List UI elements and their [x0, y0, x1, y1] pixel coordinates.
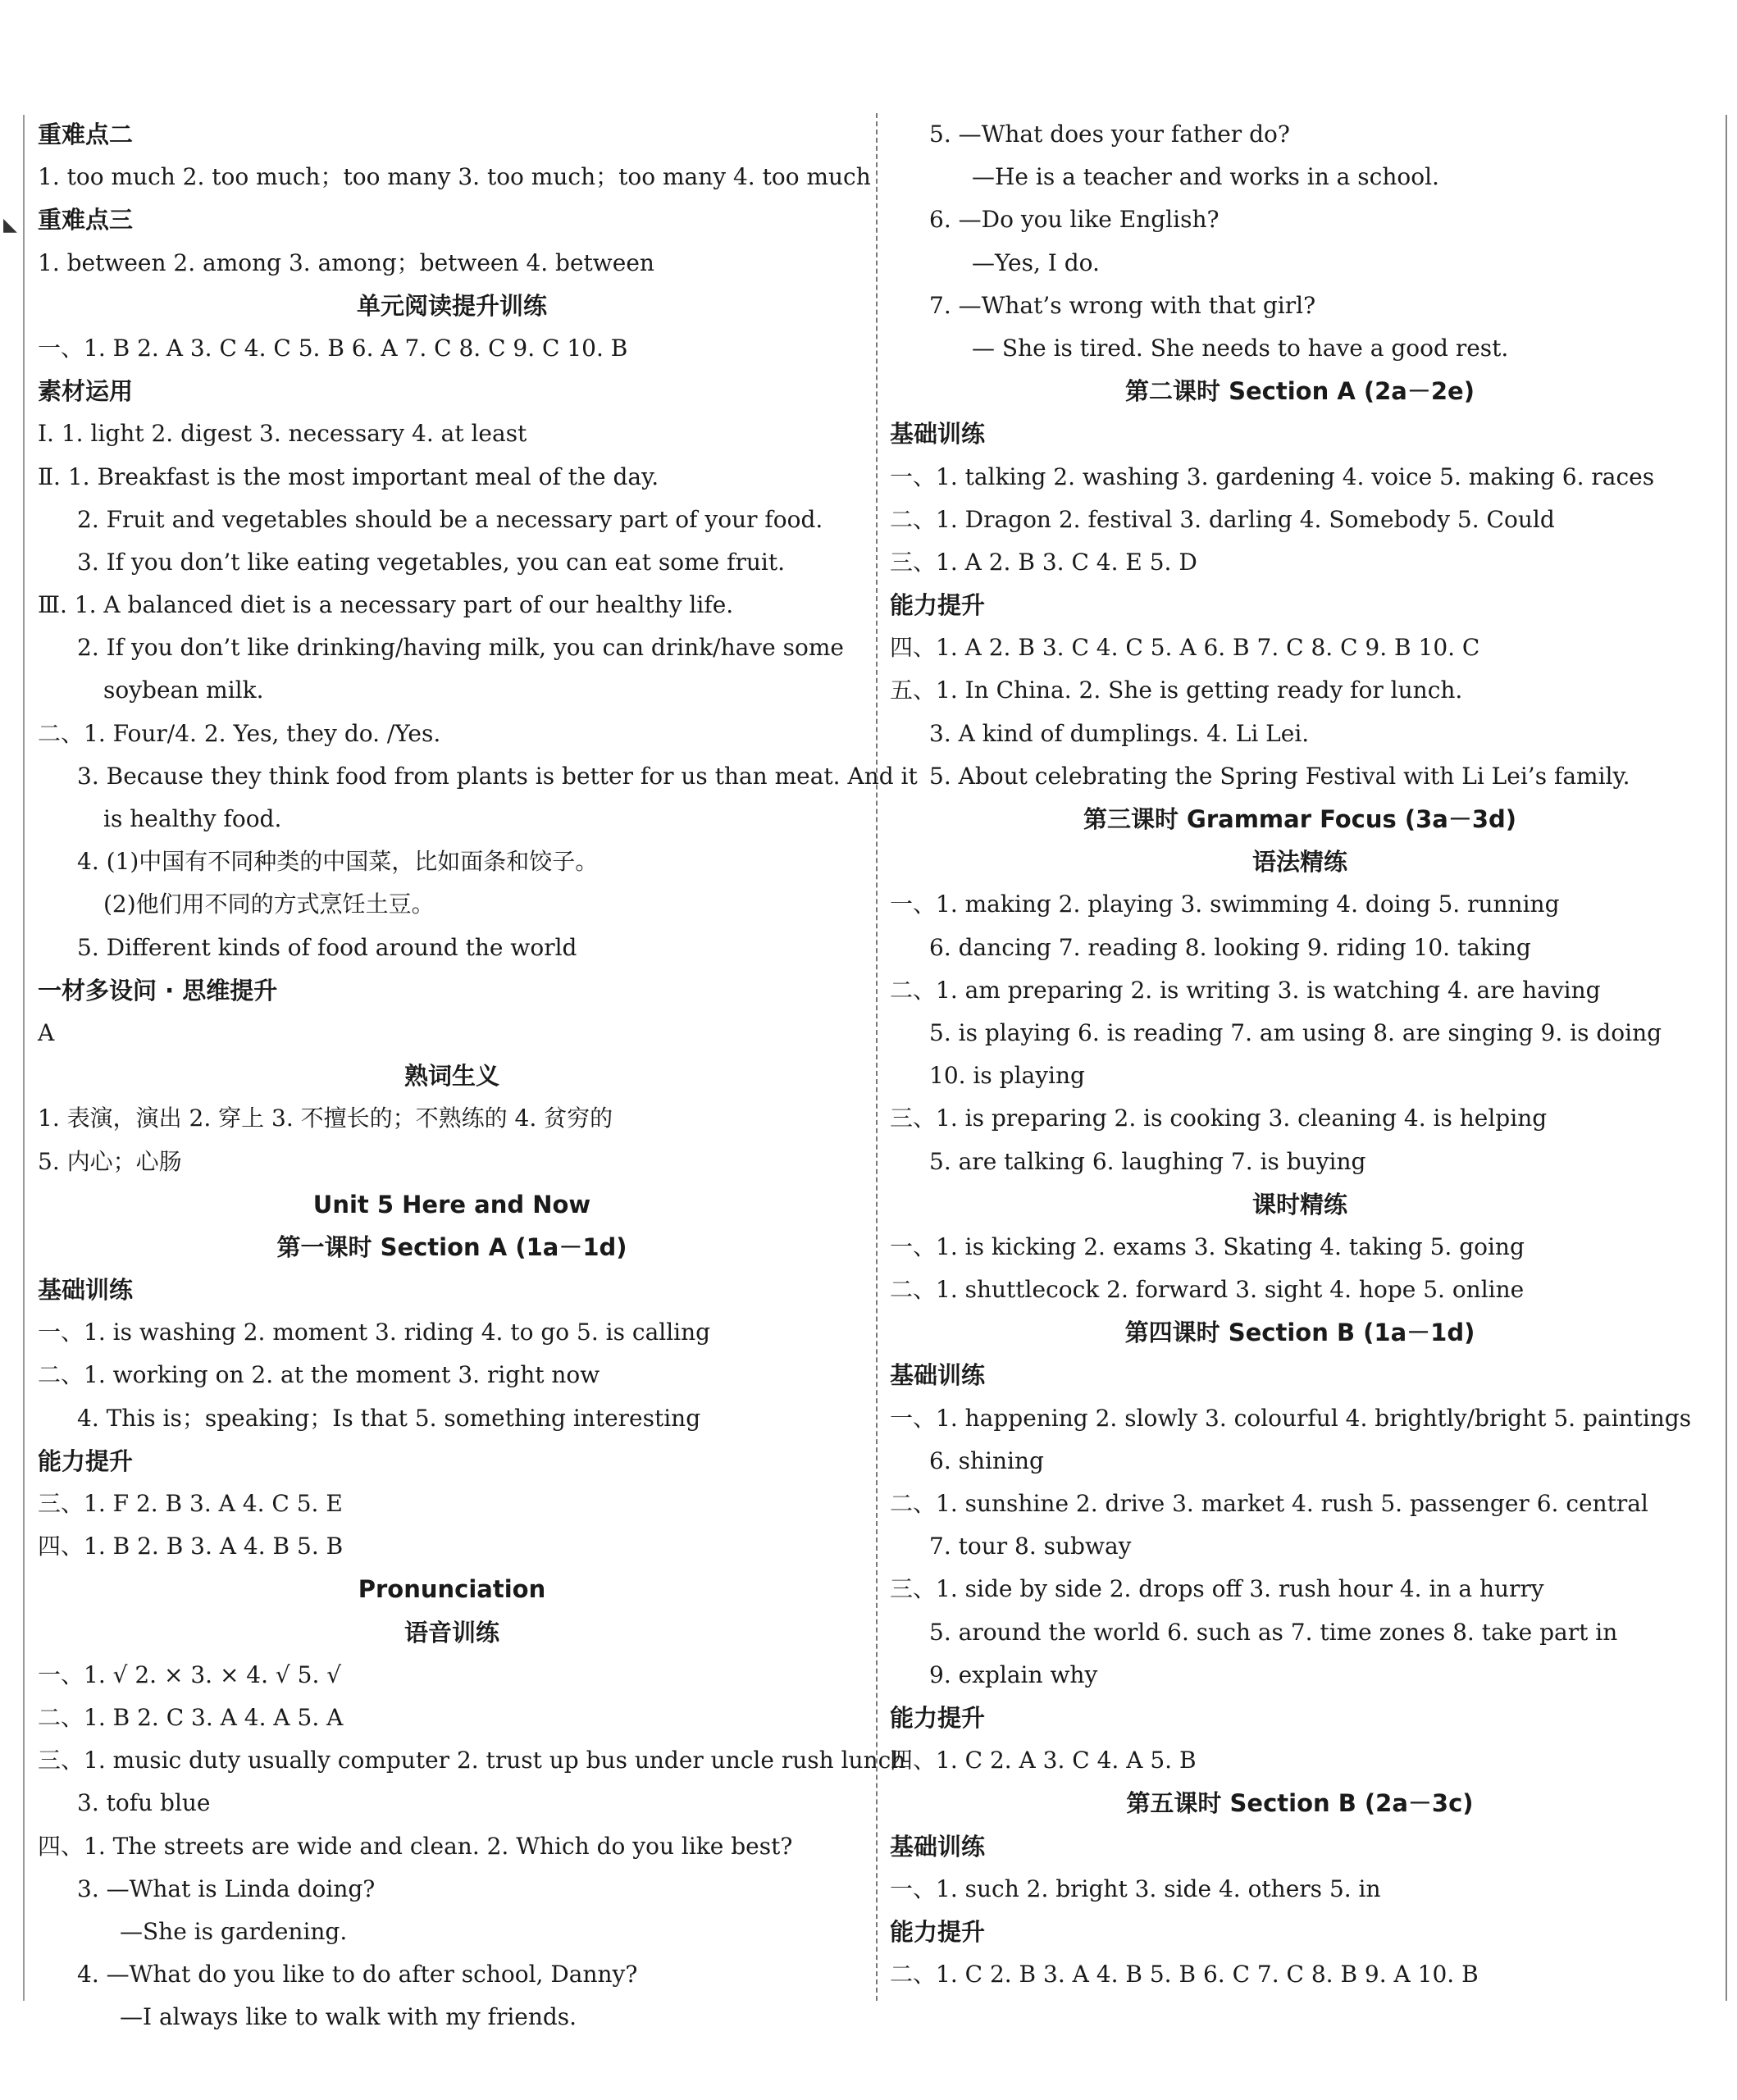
continuation-line: soybean milk.: [103, 676, 264, 704]
answer-line: 5. Different kinds of food around the world: [77, 933, 577, 961]
answer-line: 5. are talking 6. laughing 7. is buying: [929, 1147, 1366, 1175]
answer-line: Ⅲ. 1. A balanced diet is a necessary part of our healthy life.: [38, 591, 734, 619]
centered-heading: 第一课时 Section A (1a－1d): [276, 1232, 627, 1261]
answer-line: Ⅱ. 1. Breakfast is the most important meal of the day.: [38, 462, 659, 490]
answer-line: 10. is playing: [929, 1062, 1085, 1090]
answer-line: 四、1. The streets are wide and clean. 2. Which do you like best?: [38, 1832, 793, 1860]
answer-line: A: [38, 1018, 55, 1046]
section-heading: 能力提升: [890, 1703, 986, 1732]
answer-line: 4. This is；speaking；Is that 5. something interesting: [77, 1404, 701, 1432]
centered-heading: 语音训练: [403, 1618, 499, 1647]
answer-line: 四、1. C 2. A 3. C 4. A 5. B: [890, 1747, 1197, 1774]
centered-heading: Unit 5 Here and Now: [312, 1190, 591, 1219]
answer-line: 一、1. making 2. playing 3. swimming 4. doing 5. running: [890, 891, 1560, 918]
answer-line: 3. A kind of dumplings. 4. Li Lei.: [929, 719, 1310, 747]
centered-heading: Pronunciation: [358, 1575, 546, 1604]
centered-heading: 第五课时 Section B (2a－3c): [1126, 1789, 1474, 1818]
right-page-edge: [1726, 115, 1727, 2001]
column-divider: [876, 113, 878, 2001]
section-heading: 基础训练: [890, 420, 986, 449]
answer-line: 5. About celebrating the Spring Festival with Li Lei’s family.: [929, 762, 1630, 790]
answer-line: 5. is playing 6. is reading 7. am using 8. are singing 9. is doing: [929, 1018, 1662, 1046]
answer-line: 三、1. A 2. B 3. C 4. E 5. D: [890, 548, 1197, 576]
answer-line: 二、1. am preparing 2. is writing 3. is watching 4. are having: [890, 976, 1601, 1004]
section-heading: 能力提升: [890, 1917, 986, 1946]
centered-heading: 第三课时 Grammar Focus (3a－3d): [1083, 805, 1517, 833]
left-column: [38, 113, 918, 2039]
answer-line: 7. tour 8. subway: [929, 1533, 1132, 1560]
section-heading: 能力提升: [38, 1446, 134, 1475]
answer-line: 9. explain why: [929, 1660, 1098, 1688]
centered-heading: 课时精练: [1251, 1190, 1347, 1219]
section-heading: 一材多设问 · 思维提升: [38, 976, 278, 1004]
answer-line: 二、1. Dragon 2. festival 3. darling 4. Somebody 5. Could: [890, 505, 1555, 533]
answer-line: 3. Because they think food from plants is better for us than meat. And it: [77, 762, 918, 790]
answer-line: 五、1. In China. 2. She is getting ready for lunch.: [890, 676, 1463, 704]
answer-line: 6. —Do you like English?: [929, 206, 1220, 234]
answer-line: 一、1. talking 2. washing 3. gardening 4. voice 5. making 6. races: [890, 462, 1655, 490]
answer-line: 一、1. √ 2. × 3. × 4. √ 5. √: [38, 1660, 342, 1688]
continuation-line: (2)他们用不同的方式烹饪土豆。: [103, 891, 435, 918]
section-heading: 基础训练: [890, 1832, 986, 1861]
centered-heading: 第二课时 Section A (2a－2e): [1125, 377, 1475, 406]
section-heading: 重难点三: [38, 206, 134, 235]
answer-line: 三、1. side by side 2. drops off 3. rush hour 4. in a hurry: [890, 1575, 1544, 1603]
section-heading: 基础训练: [890, 1361, 986, 1390]
answer-line: 1. between 2. among 3. among；between 4. between: [38, 248, 654, 276]
dialogue-line: —I always like to walk with my friends.: [120, 2003, 577, 2031]
section-heading: 基础训练: [38, 1276, 134, 1305]
answer-line: 四、1. A 2. B 3. C 4. C 5. A 6. B 7. C 8. C 9. B 10. C: [890, 634, 1480, 662]
centered-heading: 第四课时 Section B (1a－1d): [1124, 1319, 1475, 1347]
continuation-line: is healthy food.: [103, 805, 282, 832]
answer-line: 一、1. such 2. bright 3. side 4. others 5. in: [890, 1875, 1381, 1902]
answer-line: 一、1. happening 2. slowly 3. colourful 4. brightly/bright 5. paintings: [890, 1404, 1692, 1432]
dialogue-line: —She is gardening.: [120, 1917, 348, 1945]
answer-line: 1. 表演，演出 2. 穿上 3. 不擅长的；不熟练的 4. 贫穷的: [38, 1105, 613, 1132]
answer-line: 三、1. F 2. B 3. A 4. C 5. E: [38, 1490, 343, 1517]
answer-line: Ⅰ. 1. light 2. digest 3. necessary 4. at least: [38, 420, 527, 448]
answer-line: 5. 内心；心肠: [38, 1147, 182, 1175]
answer-line: 二、1. shuttlecock 2. forward 3. sight 4. hope 5. online: [890, 1276, 1525, 1304]
answer-line: 二、1. C 2. B 3. A 4. B 5. B 6. C 7. C 8. B 9. A 10. B: [890, 1961, 1479, 1988]
answer-line: 四、1. B 2. B 3. A 4. B 5. B: [38, 1533, 344, 1560]
answer-line: 4. —What do you like to do after school, Danny?: [77, 1961, 638, 1988]
dialogue-line: —Yes, I do.: [972, 248, 1100, 276]
answer-line: 6. dancing 7. reading 8. looking 9. riding 10. taking: [929, 933, 1531, 961]
section-heading: 重难点二: [38, 121, 134, 148]
dialogue-line: —He is a teacher and works in a school.: [972, 163, 1439, 191]
answer-line: 1. too much 2. too much；too many 3. too much；too many 4. too much: [38, 163, 871, 191]
answer-line: 5. around the world 6. such as 7. time zones 8. take part in: [929, 1618, 1618, 1646]
section-heading: 能力提升: [890, 591, 986, 620]
centered-heading: 单元阅读提升训练: [356, 291, 547, 320]
answer-line: 二、1. working on 2. at the moment 3. right now: [38, 1361, 600, 1389]
answer-line: 2. If you don’t like drinking/having milk, you can drink/have some: [77, 634, 844, 662]
answer-line: 4. (1)中国有不同种类的中国菜，比如面条和饺子。: [77, 848, 599, 876]
answer-line: 二、1. Four/4. 2. Yes, they do. /Yes.: [38, 719, 441, 747]
answer-line: 3. If you don’t like eating vegetables, you can eat some fruit.: [77, 548, 786, 576]
answer-line: 6. shining: [929, 1446, 1044, 1474]
dialogue-line: — She is tired. She needs to have a good rest.: [972, 334, 1509, 362]
answer-line: 一、1. is washing 2. moment 3. riding 4. to go 5. is calling: [38, 1319, 711, 1346]
answer-line: 二、1. B 2. C 3. A 4. A 5. A: [38, 1703, 344, 1731]
centered-heading: 语法精练: [1251, 848, 1347, 877]
answer-line: 2. Fruit and vegetables should be a necessary part of your food.: [77, 505, 823, 533]
right-column: [890, 113, 1710, 1996]
answer-line: 二、1. sunshine 2. drive 3. market 4. rush 5. passenger 6. central: [890, 1490, 1648, 1517]
answer-line: 三、1. music duty usually computer 2. trust up bus under uncle rush lunch: [38, 1747, 906, 1774]
answer-line: 7. —What’s wrong with that girl?: [929, 291, 1316, 319]
answer-line: 3. —What is Linda doing?: [77, 1875, 376, 1902]
answer-line: 一、1. B 2. A 3. C 4. C 5. B 6. A 7. C 8. C 9. C 10. B: [38, 334, 628, 362]
answer-line: 一、1. is kicking 2. exams 3. Skating 4. taking 5. going: [890, 1232, 1525, 1260]
centered-heading: 熟词生义: [403, 1062, 499, 1091]
answer-line: 3. tofu blue: [77, 1789, 211, 1817]
section-heading: 素材运用: [38, 377, 134, 406]
answer-line: 5. —What does your father do?: [929, 121, 1290, 148]
answer-line: 三、1. is preparing 2. is cooking 3. cleaning 4. is helping: [890, 1105, 1548, 1132]
margin-arrow-mark: ◣: [3, 215, 17, 235]
left-binding-edge: [23, 115, 25, 2001]
